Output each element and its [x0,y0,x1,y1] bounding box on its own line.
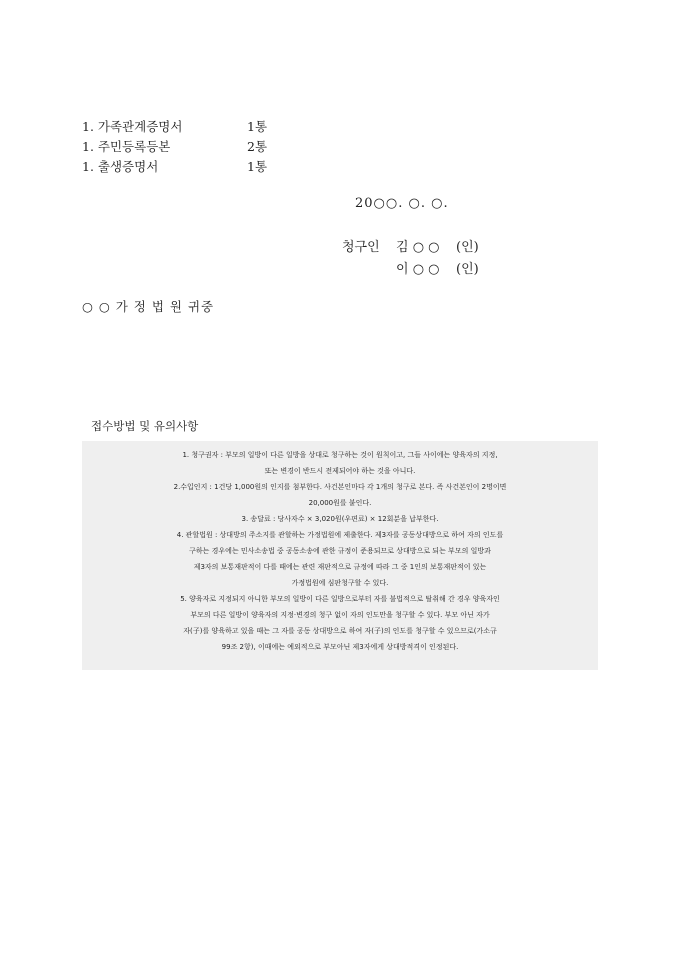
note-line: 자(子)를 양육하고 있을 때는 그 자를 공동 상대방으로 하여 자(子)의 인도를 청구할 수 있으므로(가소규 [183,627,497,635]
petitioner-name-1: 김 ○ ○ [396,240,440,255]
attachment-name: 1. 주민등록등본 [82,139,171,154]
attachment-quantity: 1통 [247,119,268,134]
attachment-name: 1. 출생증명서 [82,159,159,174]
seal-mark: (인) [456,240,479,255]
note-line: 또는 변경이 반드시 전제되어야 하는 것을 아니다. [264,467,416,475]
filing-date: 20○○. ○. ○. [355,196,449,211]
note-line: 2.수입인지 : 1건당 1,000원의 인지를 첨부한다. 사건본인마다 각 1개의 청구로 본다. 즉 사건본인이 2명이면 [173,483,507,491]
note-line: 구하는 경우에는 민사소송법 중 공동소송에 관한 규정이 준용되므로 상대방으로 되는 부모의 일방과 [189,547,491,555]
attachment-name: 1. 가족관계증명서 [82,119,183,134]
notes-title: 접수방법 및 유의사항 [91,419,199,433]
note-line: 제3자의 보통재판적이 다를 때에는 관련 재판적으로 규정에 따라 그 중 1인의 보통재판적이 있는 [193,563,487,571]
note-line: 5. 양육자로 지정되지 아니한 부모의 일방이 다른 일방으로부터 자를 불법적으로 탈취해 간 경우 양육자인 [180,595,500,603]
court-addressee: ○ ○ 가 정 법 원 귀중 [82,299,215,314]
note-line: 20,000원를 붙인다. [308,499,372,507]
attachment-quantity: 2통 [247,139,268,154]
note-line: 1. 청구권자 : 부모의 일방이 다른 일방을 상대로 청구하는 것이 원칙이고, 그들 사이에는 양육자의 지정, [182,451,498,459]
note-line: 99조 2항), 이때에는 예외적으로 부모아닌 제3자에게 상대방적격이 인정된다. [221,643,459,651]
petitioner-name-2: 이 ○ ○ [396,262,440,277]
note-line: 3. 송달료 : 당사자수 × 3,020원(우편료) × 12회분을 납부한다. [241,515,439,523]
notes-box [82,441,598,670]
petitioner-label: 청구인 [342,240,380,255]
attachment-quantity: 1통 [247,159,268,174]
seal-mark: (인) [456,262,479,277]
note-line: 부모의 다른 일방이 양육자의 지정·변경의 청구 없이 자의 인도만을 청구할 수 있다. 부모 아닌 자가 [190,611,490,619]
note-line: 가정법원에 심판청구할 수 있다. [291,579,389,587]
note-line: 4. 관할법원 : 상대방의 주소지를 관할하는 가정법원에 제출한다. 제3자를 공동상대방으로 하여 자의 인도를 [176,531,504,539]
